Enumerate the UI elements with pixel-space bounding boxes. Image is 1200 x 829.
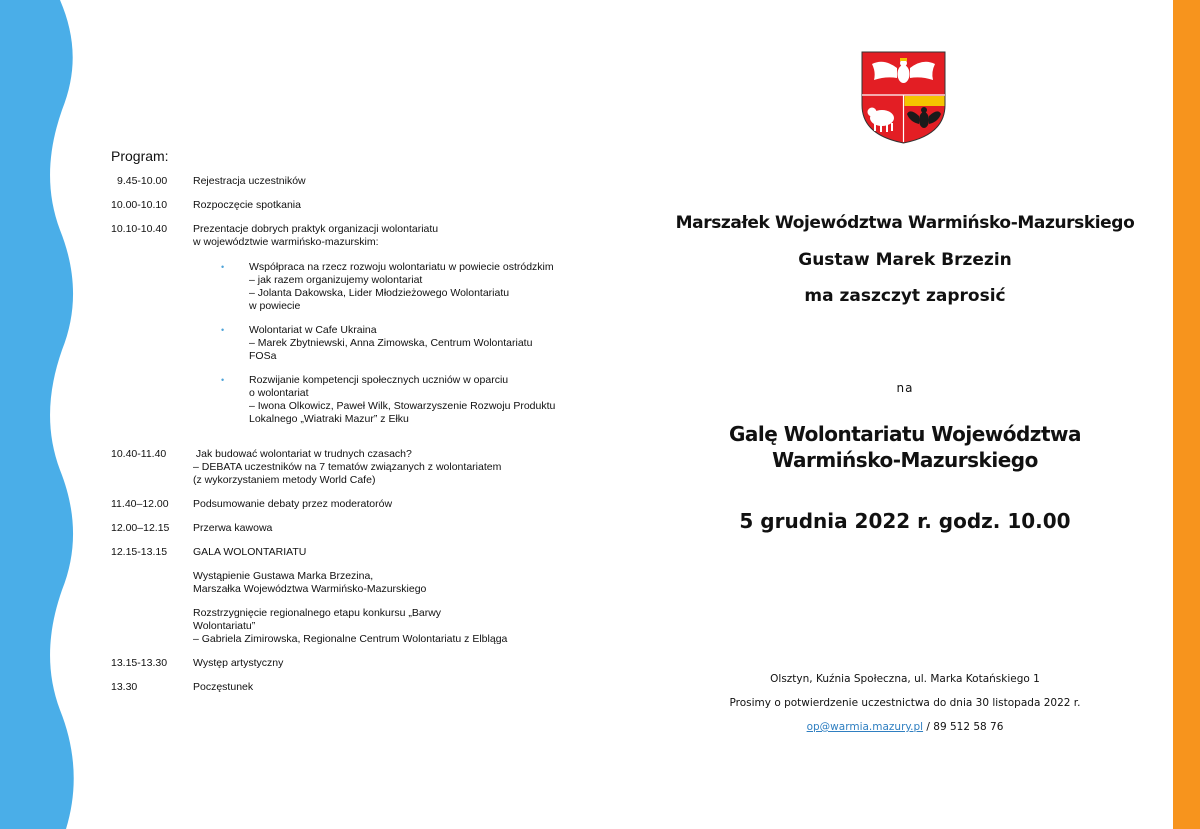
orange-side-band [1173, 0, 1200, 829]
program-text-line: – DEBATA uczestników na 7 tematów związanych z wolontariatem [193, 461, 502, 473]
program-description [193, 175, 631, 188]
bullet-text-line: w powiecie [249, 300, 301, 312]
host-name: Gustaw Marek Brzezin [798, 250, 1012, 270]
program-description [193, 546, 631, 559]
program-bullet-item [221, 261, 631, 313]
program-text-line: Rozstrzygnięcie regionalnego etapu konkursu „Barwy [193, 607, 442, 619]
program-bullet-item [221, 374, 631, 426]
program-description [193, 448, 631, 487]
program-text-line: Marszałka Województwa Warmińsko-Mazurskiego [193, 583, 427, 595]
bullet-text-line: – jak razem organizujemy wolontariat [249, 274, 423, 286]
bullet-dot-icon: • [221, 325, 225, 335]
program-row [111, 607, 631, 646]
rsvp-note: Prosimy o potwierdzenie uczestnictwa do dnia 30 listopada 2022 r. [729, 697, 1081, 709]
invite-na: na [896, 381, 914, 395]
program-text-line: w województwie warmińsko-mazurskim: [193, 236, 379, 248]
program-time: 10.00-10.10 [111, 199, 168, 211]
blue-wave-decoration [0, 0, 100, 829]
event-location: Olsztyn, Kuźnia Społeczna, ul. Marka Kotańskiego 1 [770, 673, 1040, 685]
program-row [111, 498, 631, 511]
program-description [193, 657, 631, 670]
contact-line [640, 721, 1170, 733]
program-description [193, 607, 631, 646]
program-text-line: Wystąpienie Gustawa Marka Brzezina, [193, 570, 374, 582]
event-title-line1: Galę Wolontariatu Województwa [729, 422, 1081, 446]
program-description [193, 498, 631, 511]
program-time: 11.40–12.00 [111, 498, 169, 510]
bullet-text-line: Rozwijanie kompetencji społecznych uczniów w oparciu [249, 374, 509, 386]
program-text-line: Występ artystyczny [193, 657, 284, 669]
phone-number: / 89 512 58 76 [923, 721, 1004, 733]
program-row [111, 522, 631, 535]
program-bullet-list [221, 261, 631, 426]
program-text-line: Przerwa kawowa [193, 522, 273, 534]
program-row [111, 448, 631, 487]
program-text-line: – Gabriela Zimirowska, Regionalne Centrum Wolontariatu z Elbląga [193, 633, 508, 645]
program-text-line: Rozpoczęcie spotkania [193, 199, 301, 211]
program-description [193, 199, 631, 212]
program-description [193, 570, 631, 596]
program-section [111, 150, 631, 705]
program-text-line: Jak budować wolontariat w trudnych czasach? [193, 448, 412, 460]
email-link[interactable]: op@warmia.mazury.pl [806, 721, 924, 733]
program-text-line: Poczęstunek [193, 681, 254, 693]
program-time: 12.15-13.15 [111, 546, 168, 558]
program-time: 10.40-11.40 [111, 448, 167, 460]
bullet-text-line: Lokalnego „Wiatraki Mazur” z Ełku [249, 413, 409, 425]
program-text-line: Wolontariatu” [193, 620, 256, 632]
bullet-text-line: – Jolanta Dakowska, Lider Młodzieżowego Wolontariatu [249, 287, 510, 299]
bullet-text-line: FOSa [249, 350, 277, 362]
bullet-text-line: Współpraca na rzecz rozwoju wolontariatu w powiecie ostródzkim [249, 261, 554, 273]
event-title-line2: Warmińsko-Mazurskiego [772, 448, 1038, 472]
bullet-dot-icon: • [221, 375, 225, 385]
program-time: 10.10-10.40 [111, 223, 168, 235]
program-text-line: Prezentacje dobrych praktyk organizacji wolontariatu [193, 223, 439, 235]
program-description [193, 681, 631, 694]
program-text-line: (z wykorzystaniem metody World Cafe) [193, 474, 376, 486]
bullet-text-line: – Iwona Olkowicz, Paweł Wilk, Stowarzyszenie Rozwoju Produktu [249, 400, 556, 412]
program-row [111, 681, 631, 694]
program-list [111, 175, 631, 694]
host-title: Marszałek Województwa Warmińsko-Mazurskiego [675, 213, 1135, 233]
bullet-text-line: o wolontariat [249, 387, 309, 399]
program-row [111, 223, 631, 437]
program-row [111, 546, 631, 559]
program-time: 13.30 [111, 681, 138, 693]
program-row [111, 570, 631, 596]
coat-of-arms-icon [860, 50, 947, 145]
program-description [193, 223, 631, 437]
bullet-text-line: – Marek Zbytniewski, Anna Zimowska, Centrum Wolontariatu [249, 337, 533, 349]
program-text-line: GALA WOLONTARIATU [193, 546, 307, 558]
bullet-text-line: Wolontariat w Cafe Ukraina [249, 324, 377, 336]
program-description [193, 522, 631, 535]
program-text-line: Rejestracja uczestników [193, 175, 306, 187]
program-title: Program: [111, 148, 169, 164]
program-row [111, 199, 631, 212]
bullet-dot-icon: • [221, 262, 225, 272]
invite-phrase: ma zaszczyt zaprosić [804, 286, 1006, 306]
program-time: 13.15-13.30 [111, 657, 168, 669]
program-text-line: Podsumowanie debaty przez moderatorów [193, 498, 393, 510]
program-row [111, 175, 631, 188]
program-bullet-item [221, 324, 631, 363]
event-date: 5 grudnia 2022 r. godz. 10.00 [739, 509, 1071, 533]
program-row [111, 657, 631, 670]
program-time: 9.45-10.00 [117, 175, 168, 187]
program-time: 12.00–12.15 [111, 522, 170, 534]
